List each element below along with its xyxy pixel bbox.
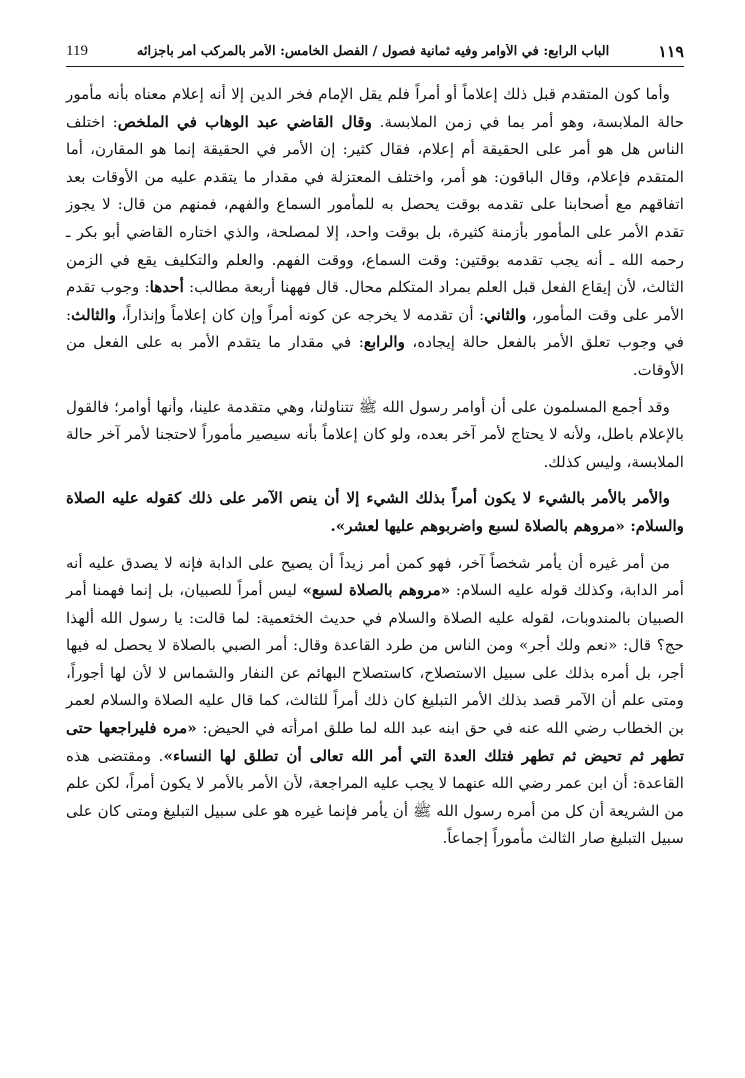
page-number-arabic: ١١٩ <box>658 41 684 61</box>
body-text <box>66 81 684 853</box>
running-header <box>66 36 684 67</box>
bold-text-segment: وقال القاضي عبد الوهاب في الملخص <box>117 112 372 131</box>
document-page <box>66 36 684 1056</box>
paragraph <box>66 550 684 854</box>
page-number-latin: 119 <box>66 42 88 59</box>
text-segment: من أمر غيره أن يأمر شخصاً آخر، فهو كمن أمر زيداً أن يصيح على الدابة فإنه لا يصدق عليه أنه أمر الدابة، وكذلك قوله عليه السلام: <box>66 553 684 600</box>
text-segment: : في مقدار ما يتقدم الأمر به على الفعل من الأوقات. <box>66 333 684 379</box>
text-segment: : وجوب تقدم الأمر على وقت المأمور، <box>66 278 684 324</box>
text-segment: : اختلف الناس هل هو أمر على الحقيقة أم إعلام، فقال كثير: إن الأمر في الحقيقة إنما هو المقارن، أما المتقدم فإعلام، وقال الباقون: هو أمر، واختلف المعتزلة في مقدار ما يتقدم عليه من الأوقات بعد اتفاقهم مع أصحابنا على تقدمه بوقت يحصل به للمأمور السماع والفهم، فمنهم من قال: لا يجوز تقدم الأمر على المأمور بأزمنة كثيرة، بل بوقت واحد، إلا لمصلحة، والذي اختاره القاضي أبو بكر ـ رحمه الله ـ أنه يجب تقدمه بوقتين: وقت السماع، ووقت الفهم. والعلم والتكليف يقع في الزمن الثالث، لأن إيقاع الفعل قبل العلم بمراد المتكلم محال. قال فههنا أربعة مطالب: <box>66 112 684 297</box>
text-segment: ليس أمراً للصبيان، بل إنما فهمنا أمر الصبيان بالمندوبات، لقوله عليه الصلاة والسلام في حديث الخثعمية: لما قالت: يا رسول الله ألهذا حج؟ قال: «نعم ولك أجر» ومن الناس من طرد القاعدة وقال: أمر الصبي بالصلاة لا يحصل له فيها أجر، بل أمره بذلك على سبيل الاستصلاح، كاستصلاح البهائم عن النفار والشماس لا لأن لها أجوراً، ومتى علم أن الآمر قصد بذلك الأمر التبليغ كان ذلك أمراً للثالث، كما قال عليه الصلاة والسلام لعمر بن الخطاب رضي الله عنه في حق ابنه عبد الله لما طلق امرأته في الحيض: <box>66 581 684 738</box>
bold-text-segment: «مروهم بالصلاة لسبع» <box>302 581 451 600</box>
bold-text-segment: والرابع <box>363 333 405 352</box>
bold-text-segment: «مره فليراجعها حتى تطهر ثم تحيض ثم تطهر فتلك العدة التي أمر الله تعالى أن تطلق لها النساء» <box>66 719 684 765</box>
paragraph <box>66 81 684 385</box>
chapter-title: الباب الرابع: في الأوامر وفيه ثمانية فصول / الفصل الخامس: الأمر بالمركب أمر بأجزائه <box>136 43 610 59</box>
bold-text-segment: والثالث <box>71 305 117 324</box>
bold-text-segment: أحدها <box>149 278 184 297</box>
text-segment: : أن تقدمه لا يخرجه عن كونه أمراً وإن كان إعلاماً وإنذاراً، <box>116 305 485 324</box>
paragraph <box>66 485 684 540</box>
text-segment: . ومقتضى هذه القاعدة: أن ابن عمر رضي الله عنهما لا يجب عليه المراجعة، لأن الأمر بالأمر لا يكون أمراً، لكن علم من الشريعة أن كل من أمره رسول الله ﷺ أن يأمر فإنما غيره هو على سبيل التبليغ ومتى كان على سبيل التبليغ صار الثالث مأموراً إجماعاً. <box>66 746 684 848</box>
text-segment: وقد أجمع المسلمون على أن أوامر رسول الله ﷺ تتناولنا، وهي متقدمة علينا، وأنها أوامر؛ فالقول بالإعلام باطل، ولأنه لا يحتاج لأمر آخر بعده، ولو كان إعلاماً بأنه سيصير مأموراً لاحتجنا لأمر آخر حالة الملابسة، وليس كذلك. <box>66 397 684 471</box>
text-segment: وأما كون المتقدم قبل ذلك إعلاماً أو أمراً فلم يقل الإمام فخر الدين إلا أنه إعلام معناه بأنه مأمور حالة الملابسة، وهو أمر بما في زمن الملابسة. <box>66 85 685 131</box>
bold-text-segment: والأمر بالأمر بالشيء لا يكون أمراً بذلك الشيء إلا أن ينص الآمر على ذلك كقوله عليه الصلاة والسلام: «مروهم بالصلاة لسبع واضربوهم عليها لعشر». <box>66 489 684 535</box>
paragraph <box>66 394 684 477</box>
bold-text-segment: والثاني <box>484 305 527 324</box>
text-segment: : في وجوب تعلق الأمر بالفعل حالة إيجاده، <box>66 305 684 352</box>
